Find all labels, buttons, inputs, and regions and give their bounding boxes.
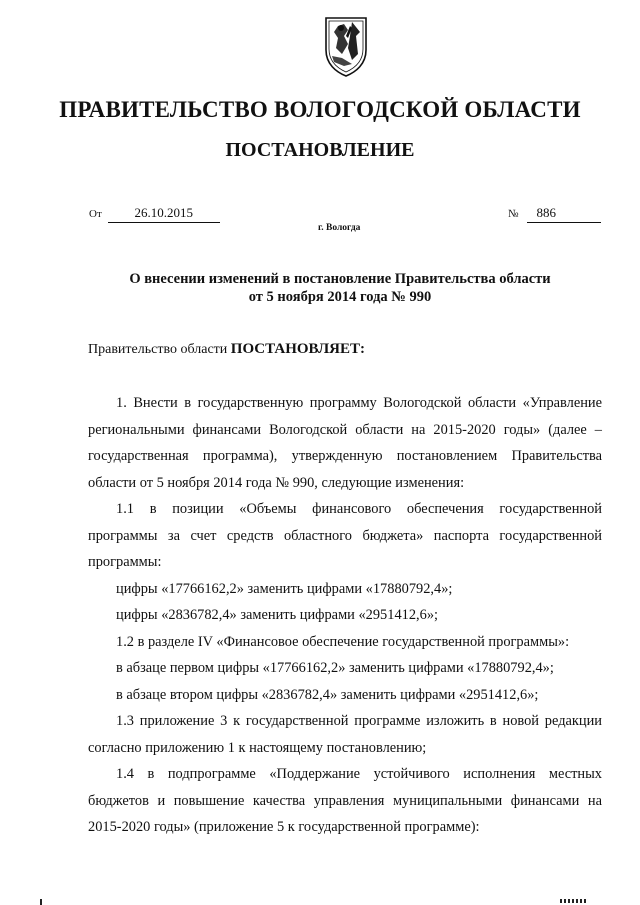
scan-mark-right — [560, 899, 586, 903]
paragraph-1-3: 1.3 приложение 3 к государственной программе изложить в новой редакции согласно приложению 1 к настоящему постановлению; — [88, 713, 602, 756]
paragraph-1-4: 1.4 в подпрограмме «Поддержание устойчивого исполнения местных бюджетов и повышение качества управления муниципальными финансами на 2015-2020 годы» (приложение 5 к государственной программе): — [88, 766, 602, 835]
city-name: г. Вологда — [318, 223, 361, 233]
number-value: 886 — [527, 204, 601, 223]
paragraph-1-1-a: цифры «17766162,2» заменить цифрами «17880792,4»; — [116, 580, 453, 597]
paragraph-1-1-b: цифры «2836782,4» заменить цифрами «2951412,6»; — [116, 607, 439, 623]
document-subject — [100, 270, 580, 306]
paragraph-1-2-b: в абзаце втором цифры «2836782,4» заменить цифрами «2951412,6»; — [116, 686, 539, 703]
government-title: ПРАВИТЕЛЬСТВО ВОЛОГОДСКОЙ ОБЛАСТИ — [59, 97, 581, 122]
document-type: ПОСТАНОВЛЕНИЕ — [225, 139, 415, 161]
paragraph-1-2-a: в абзаце первом цифры «17766162,2» заменить цифрами «17880792,4»; — [116, 660, 554, 676]
resolution-keyword: ПОСТАНОВЛЯЕТ: — [230, 341, 366, 357]
date-value: 26.10.2015 — [108, 204, 220, 223]
date-field — [89, 204, 220, 223]
paragraph-1-1: 1.1 в позиции «Объемы финансового обеспечения государственной программы за счет средств областного бюджета» паспорта государственной программы: — [88, 501, 602, 570]
resolution-statement — [88, 340, 365, 359]
subject-line-1: О внесении изменений в постановление Правительства области — [129, 271, 551, 287]
paragraph-1: 1. Внести в государственную программу Вологодской области «Управление региональными финансами Вологодской области на 2015-2020 годы» (далее – государственная программа), утвержденную постановлением Правительства области от 5 ноября 2014 года № 990, следующие изменения: — [88, 395, 602, 491]
number-label: № — [508, 208, 519, 220]
document-body — [88, 390, 602, 841]
number-field — [508, 204, 601, 223]
paragraph-1-2: 1.2 в разделе IV «Финансовое обеспечение государственной программы»: — [116, 633, 570, 650]
date-label: От — [89, 208, 102, 220]
subject-line-2: от 5 ноября 2014 года № 990 — [248, 289, 432, 305]
coat-of-arms-emblem — [322, 14, 370, 78]
scan-mark-left — [40, 899, 42, 905]
resolution-prefix: Правительство области — [88, 342, 231, 357]
